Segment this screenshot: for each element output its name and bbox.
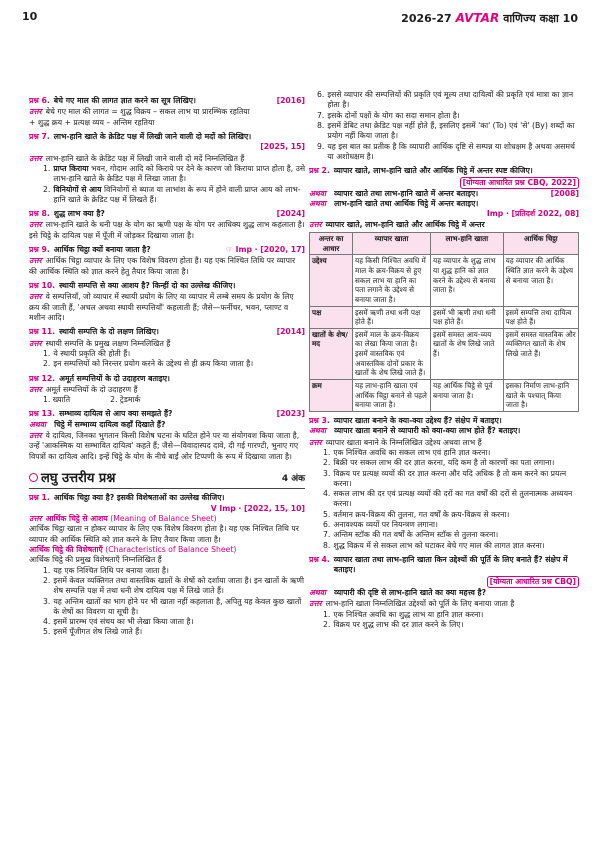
answer-text: वे सम्पत्तियाँ, जो व्यापार में स्थायी प्रयोग के लिए या व्यापार में लम्बे समय के प्रयोग के लिए क्रय की जाती हैं, 'अचल अथवा स्थायी सम्पत्तियाँ' कहलाती हैं; जैसे—फर्नीचर, भवन, प्लाण्ट व मशीन आदि। xyxy=(29,292,294,322)
question-text: व्यापार खाते, लाभ-हानि खाते और आर्थिक चिट्ठे में अन्तर स्पष्ट कीजिए। xyxy=(333,166,533,176)
or-label: अथवा xyxy=(309,188,327,198)
answer-label: उत्तर xyxy=(29,431,42,441)
list-item xyxy=(43,185,305,206)
question-number: प्रश्न 13. xyxy=(29,409,56,419)
short-question-1 xyxy=(29,493,305,637)
item-number: 2. xyxy=(43,359,51,369)
list-item xyxy=(323,489,579,510)
brand-logo: AVTAR xyxy=(455,11,500,25)
item-number: 5. xyxy=(43,627,51,637)
item-number: 2. xyxy=(43,184,51,194)
table-header: लाभ-हानि खाता xyxy=(431,233,504,255)
item-text: शुद्ध विक्रय में से सकल लाभ को घटाकर बेचे गए माल की लागत ज्ञात करना। xyxy=(333,540,545,550)
item-number: 4. xyxy=(43,617,51,627)
item-number: 1. xyxy=(323,447,331,457)
item-number: 6. xyxy=(317,90,325,99)
item-text: एक निश्चित अवधि का शुद्ध लाभ या हानि ज्ञात करना। xyxy=(333,609,484,619)
list-item xyxy=(323,520,579,530)
sub-heading: आर्थिक चिट्ठे से आशय xyxy=(45,514,108,524)
sub-heading: आर्थिक चिट्ठे की विशेषताएँ xyxy=(29,544,103,554)
answer-text: बेचे गए माल की लागत = शुद्ध विक्रय – सकल लाभ या प्रारम्भिक रहतिया xyxy=(45,107,250,117)
question-text: अमूर्त सम्पत्तियों के दो उदाहरण बताइए। xyxy=(59,373,170,383)
item-text: बिक्री पर सकल लाभ की दर ज्ञात करना, यदि कम है तो कारणों का पता लगाना। xyxy=(333,458,555,468)
question-text: व्यापार खाता तथा लाभ-हानि खाता किन उद्देश्यों की पूर्ति के लिए बनाते हैं? संक्षेप में बताइए। xyxy=(333,555,568,575)
list-item xyxy=(317,142,579,163)
item-text: यह एक निश्चित तिथि पर बनाया जाता है। xyxy=(53,565,169,575)
item-text: इसमें पूँजीगत शेष लिखे जाते हैं। xyxy=(53,627,143,637)
example-item: 1. ख्याति xyxy=(43,395,71,405)
item-text: इसमें डेबिट तथा क्रेडिट पक्ष नहीं होते हैं, इसलिए इसमें 'का' (To) एवं 'से' (By) शब्दों का प्रयोग नहीं किया जाता है। xyxy=(327,120,575,141)
question-text: लाभ-हानि खाते के क्रेडिट पक्ष में लिखी जाने वाली दो मदों को लिखिए। xyxy=(53,131,252,141)
year-tag: [2024] xyxy=(276,209,305,219)
answer-label: उत्तर xyxy=(309,599,322,609)
question-text-alt: व्यापार खाता बनाने से व्यापारी को क्या-क्या लाभ होते हैं? बताइए। xyxy=(334,426,521,436)
question-number: प्रश्न 6. xyxy=(29,96,50,105)
answer-label: उत्तर xyxy=(29,292,42,302)
question-text-alt: व्यापार खाते तथा लाभ-हानि खाते में अन्तर बताइए। xyxy=(334,188,479,198)
item-text: इससे व्यापार की सम्पत्तियों की प्रकृति एवं मूल्य तथा दायित्वों की प्रकृति एवं मात्रा का ज्ञान होता है। xyxy=(327,90,574,110)
item-number: 5. xyxy=(323,509,331,519)
item-text: इन सम्पत्तियों को निरन्तर प्रयोग करने के उद्देश्य से ही क्रय किया जाता है। xyxy=(53,359,254,369)
header-right xyxy=(401,10,578,27)
table-cell: यह व्यापार की आर्थिक स्थिति ज्ञात करने के उद्देश्य से बनाया जाता है। xyxy=(503,255,578,306)
question-11 xyxy=(29,327,305,369)
comparison-table xyxy=(309,232,579,412)
competency-tag: [योग्यता आधारित प्रश्न CBQ, 2022] xyxy=(460,177,579,189)
item-number: 2. xyxy=(43,575,51,585)
question-number: प्रश्न 11. xyxy=(29,327,56,337)
question-9 xyxy=(29,245,305,277)
table-row xyxy=(310,380,579,412)
item-text: अनावश्यक व्ययों पर नियन्त्रण लगाना। xyxy=(333,520,438,530)
left-column xyxy=(29,92,305,638)
table-cell: खातों के शेष/मद xyxy=(310,328,353,379)
question-text: शुद्ध लाभ क्या है? xyxy=(53,209,105,219)
header-year: 2026-27 xyxy=(401,12,452,25)
year-tag: V Imp · [2022, 15, 10] xyxy=(210,503,305,513)
question-12 xyxy=(29,374,305,406)
page-number: 10 xyxy=(22,10,38,23)
table-cell: इसमें समस्त वास्तविक और व्यक्तिगत खातों के शेष लिखे जाते हैं। xyxy=(503,328,578,379)
question-3 xyxy=(309,416,579,551)
answer-label: उत्तर xyxy=(29,153,42,163)
question-text-alt: व्यापारी की दृष्टि से लाभ-हानि खाते का क्या महत्त्व है? xyxy=(334,587,487,597)
list-item xyxy=(323,530,579,540)
list-item xyxy=(43,597,305,618)
answer-text: वे दायित्व, जिनका भुगतान किसी विशेष घटना के घटित होने पर या संयोगवश किया जाता है, उन्हें 'आकस्मिक या सम्भावित दायित्व' कहते हैं; जैसे—विवादास्पद दावे, दी गई गारण्टी, भुनाए गए विपत्रों का दायित्व आदि। इन्हें चिट्ठे के योग के नीचे बाईं ओर टिप्पणी के रूप में दिखाया जाता है। xyxy=(29,431,300,461)
question-13 xyxy=(29,409,305,462)
item-number: 2. xyxy=(323,619,331,629)
question-8 xyxy=(29,209,305,241)
question-number: प्रश्न 8. xyxy=(29,209,50,219)
question-text: आर्थिक चिट्ठा क्या है? इसकी विशेषताओं का उल्लेख कीजिए। xyxy=(53,493,225,503)
table-header: व्यापार खाता xyxy=(353,233,431,255)
answer-intro: अमूर्त सम्पत्तियों के दो उदाहरण हैं xyxy=(45,384,138,394)
list-item xyxy=(43,349,305,359)
answer-label: उत्तर xyxy=(29,220,42,230)
or-label: अथवा xyxy=(309,199,327,209)
list-item xyxy=(43,627,305,637)
sub-heading-en: (Characteristics of Balance Sheet) xyxy=(105,544,237,554)
item-text: अन्तिम स्टॉक की गत वर्षों के अन्तिम स्टॉक से तुलना करना। xyxy=(333,530,499,540)
question-10 xyxy=(29,281,305,323)
table-cell: क्रम xyxy=(310,380,353,412)
answer-label: उत्तर xyxy=(29,384,42,394)
question-number: प्रश्न 7. xyxy=(29,131,50,141)
year-tag: Imp · [प्रतिदर्श 2022, 08] xyxy=(486,209,579,219)
question-number: प्रश्न 3. xyxy=(309,415,330,425)
item-heading: प्राप्त किराया xyxy=(53,163,89,173)
list-item xyxy=(323,620,579,630)
item-heading: विनियोगों से आय xyxy=(53,184,102,194)
item-number: 6. xyxy=(323,520,331,530)
or-label: अथवा xyxy=(29,419,47,429)
question-number: प्रश्न 10. xyxy=(29,281,56,290)
answer-text: + शुद्ध क्रय + प्रत्यक्ष व्यय – अन्तिम रहतिया xyxy=(29,117,155,127)
list-item xyxy=(317,121,579,142)
table-cell: यह व्यापार के शुद्ध लाभ या शुद्ध हानि को ज्ञात करने के उद्देश्य से बनाया जाता है। xyxy=(431,255,504,306)
item-text: भवन, गोदाम आदि को किराये पर देने के कारण जो किराया प्राप्त होता है, उसे लाभ-हानि खाते के क्रेडिट पक्ष में लिखा जाता है। xyxy=(53,163,306,184)
section-marks: 4 अंक xyxy=(281,473,305,484)
question-text: स्थायी सम्पत्ति से क्या आशय है? किन्हीं दो का उल्लेख कीजिए। xyxy=(59,281,236,290)
list-item xyxy=(43,576,305,597)
question-2 xyxy=(309,166,579,412)
list-item xyxy=(323,448,579,458)
header-class: कक्षा 10 xyxy=(539,12,578,25)
answer-intro: आर्थिक चिट्ठे की प्रमुख विशेषताएँ निम्नलिखित हैं xyxy=(29,555,162,565)
question-number: प्रश्न 4. xyxy=(309,555,330,565)
answer-label: उत्तर xyxy=(29,107,42,117)
table-header: आर्थिक चिट्ठा xyxy=(503,233,578,255)
item-number: 4. xyxy=(323,489,331,499)
imp-label: Imp xyxy=(235,245,252,255)
lightbulb-icon xyxy=(29,473,38,482)
item-number: 1. xyxy=(43,348,51,358)
question-7 xyxy=(29,132,305,205)
question-text: सम्भाव्य दायित्व से आप क्या समझते हैं? xyxy=(59,409,173,419)
question-number: प्रश्न 12. xyxy=(29,373,56,383)
table-cell: उद्देश्य xyxy=(310,255,353,306)
table-heading: व्यापार खाते, लाभ-हानि खाते और आर्थिक चिट्ठे में अन्तर xyxy=(325,219,485,229)
answer-intro: व्यापार खाता बनाने के निम्नलिखित उद्देश्य अथवा लाभ हैं xyxy=(325,437,482,447)
item-text: एक निश्चित अवधि का सकल लाभ एवं हानि ज्ञात करना। xyxy=(333,447,491,457)
table-header: अन्तर का आधार xyxy=(310,233,353,255)
answer-label: उत्तर xyxy=(29,514,42,524)
or-label: अथवा xyxy=(309,426,327,436)
item-number: 3. xyxy=(323,468,331,478)
answer-label: उत्तर xyxy=(309,219,322,229)
item-number: 7. xyxy=(323,530,331,540)
answer-label: उत्तर xyxy=(309,437,322,447)
list-item xyxy=(323,510,579,520)
list-item xyxy=(43,359,305,369)
question-number: प्रश्न 2. xyxy=(309,166,330,176)
item-text: विक्रय पर प्रत्यक्ष व्ययों की दर ज्ञात करना और यदि अधिक है तो कम करने का प्रयत्न करना। xyxy=(333,468,567,488)
answer-intro: लाभ-हानि खाते के क्रेडिट पक्ष में लिखी जाने वाली दो मदें निम्नलिखित हैं xyxy=(45,153,245,163)
year-tag: [2008] xyxy=(550,188,579,198)
table-cell: इसमें भी ऋणी तथा धनी पक्ष होते हैं। xyxy=(431,306,504,328)
table-row xyxy=(310,328,579,379)
item-number: 7. xyxy=(317,110,325,120)
item-text: विनियोगों से ब्याज या लाभांश के रूप में होने वाली प्राप्त आय को लाभ-हानि खाते के क्रेडिट पक्ष में लिखते हैं। xyxy=(53,184,301,204)
item-text: यह अन्तिम खातों का भाग होने पर भी खाता नहीं कहलाता है, अपितु यह केवल कुछ खातों के शेषों का विवरण या सूची है। xyxy=(53,596,302,616)
or-label: अथवा xyxy=(309,587,327,597)
answer-text: आर्थिक चिट्ठा खाता न होकर व्यापार के लिए एक विशेष विवरण होता है। यह एक निश्चित तिथि पर व्यापार की आर्थिक स्थिति को ज्ञात करने के लिए तैयार किया जाता है। xyxy=(29,524,299,544)
year-tag: [2020, 17] xyxy=(260,245,305,255)
table-cell: यह आर्थिक चिट्ठे से पूर्व बनाया जाता है। xyxy=(431,380,504,412)
list-item xyxy=(323,610,579,620)
item-number: 8. xyxy=(317,120,325,130)
list-item xyxy=(323,469,579,490)
year-tag: [2023] xyxy=(276,409,305,419)
page-header xyxy=(22,8,578,30)
question-6 xyxy=(29,96,305,128)
answer-text: आर्थिक चिट्ठा व्यापार के लिए एक विशेष विवरण होता है। यह एक निश्चित तिथि पर व्यापार की आर्थिक स्थिति को ज्ञात करने हेतु तैयार किया जाता है। xyxy=(29,256,296,276)
list-item xyxy=(323,541,579,551)
answer-text: लाभ-हानि खाते के धनी पक्ष के योग का ऋणी पक्ष के योग पर आधिक्य शुद्ध लाभ कहलाता है। इसे चिट्ठे के दायित्व पक्ष में पूँजी में जोड़कर दिखाया जाता है। xyxy=(29,220,305,240)
list-item xyxy=(43,617,305,627)
item-number: 3. xyxy=(43,596,51,606)
question-number: प्रश्न 9. xyxy=(29,245,50,255)
table-row xyxy=(310,255,579,306)
item-text: इसमें प्रारम्भ एवं संचय का भी लेखा किया जाता है। xyxy=(53,617,194,627)
question-4 xyxy=(309,555,579,630)
list-item xyxy=(323,458,579,468)
question-text: व्यापार खाता बनाने के क्या-क्या उद्देश्य हैं? संक्षेप में बताइए। xyxy=(333,415,502,425)
item-number: 1. xyxy=(43,163,51,173)
question-text-alt: चिट्ठे में सम्भाव्य दायित्व कहाँ दिखाते हैं? xyxy=(54,419,166,429)
table-cell: इसमें सम्पत्ति तथा दायित्व पक्ष होते हैं। xyxy=(503,306,578,328)
question-number: प्रश्न 1. xyxy=(29,493,50,503)
table-cell: यह लाभ-हानि खाता एवं आर्थिक चिट्ठा बनाने से पहले बनाया जाता है। xyxy=(353,380,431,412)
table-cell: इसमें ऋणी तथा धनी पक्ष होते हैं। xyxy=(353,306,431,328)
answer-label: उत्तर xyxy=(29,338,42,348)
list-item xyxy=(317,111,579,121)
section-title: लघु उत्तरीय प्रश्न xyxy=(41,471,116,486)
table-cell: यह किसी निश्चित अवधि में माल के क्रय-विक्रय से हुए सकल लाभ या हानि का पता लगाने के उद्देश्य से बनाया जाता है। xyxy=(353,255,431,306)
item-text: ये स्थायी प्रकृति की होती हैं। xyxy=(53,348,131,358)
answer-label: उत्तर xyxy=(29,256,42,266)
list-item xyxy=(43,164,305,185)
table-cell: इसमें माल के क्रय-विक्रय का लेखा किया जाता है। इसमें वास्तविक एवं अवास्तविक दोनों प्रकार के खातों के शेष लिखे जाते हैं। xyxy=(353,328,431,379)
item-text: सकल लाभ की दर एवं प्रत्यक्ष व्ययों की दरों का गत वर्षों की दरों से तुलनात्मक अध्ययन करना। xyxy=(333,489,573,509)
year-tag: [2014] xyxy=(276,327,305,337)
table-cell: पक्ष xyxy=(310,306,353,328)
item-number: 1. xyxy=(43,565,51,575)
question-text-alt: लाभ-हानि खाते तथा आर्थिक चिट्ठे में अन्तर बताइए। xyxy=(334,199,479,209)
example-item: 2. ट्रेडमार्क xyxy=(110,395,141,405)
table-cell: इसमें समस्त आय-व्यय खातों के शेष लिखे जाते हैं। xyxy=(431,328,504,379)
list-item xyxy=(317,90,579,111)
item-text: इसमें केवल व्यक्तिगत तथा वास्तविक खातों के शेषों को दर्शाया जाता है। इन खातों के ऋणी शेष सम्पत्ति पक्ष में तथा धनी शेष दायित्व पक्ष में लिखे जाते हैं। xyxy=(53,575,304,596)
year-tag: [2016] xyxy=(276,96,305,105)
question-text: आर्थिक चिट्ठा क्यों बनाया जाता है? xyxy=(53,245,151,255)
answer-intro: लाभ-हानि खाता निम्नलिखित उद्देश्यों को पूर्ति के लिए बनाया जाता है xyxy=(325,599,515,609)
year-tag: [2025, 15] xyxy=(260,142,305,152)
question-text: स्थायी सम्पत्ति के दो लक्षण लिखिए। xyxy=(59,327,159,337)
header-subject: वाणिज्य xyxy=(503,12,536,25)
item-text: इसके दोनों पक्षों के योग का सदा समान होता है। xyxy=(327,110,460,120)
table-row xyxy=(310,306,579,328)
competency-tag: [योग्यता आधारित प्रश्न CBQ] xyxy=(487,576,579,588)
answer-intro: स्थायी सम्पत्ति के प्रमुख लक्षण निम्नलिखित हैं xyxy=(45,338,171,348)
imp-tag: ☞ Imp · [2020, 17] xyxy=(226,245,305,255)
item-text: वर्तमान क्रय-विक्रय की तुलना, गत वर्षों के क्रय-विक्रय से करना। xyxy=(333,509,510,519)
item-number: 1. xyxy=(323,609,331,619)
item-text: विक्रय पर शुद्ध लाभ की दर ज्ञात करने के लिए। xyxy=(333,619,464,629)
list-item xyxy=(43,566,305,576)
item-number: 2. xyxy=(323,458,331,468)
item-number: 9. xyxy=(317,141,325,151)
table-cell: इसका निर्माण लाभ-हानि खाते के पश्चात् किया जाता है। xyxy=(503,380,578,412)
item-number: 8. xyxy=(323,540,331,550)
question-text: बेचे गए माल की लागत ज्ञात करने का सूत्र लिखिए। xyxy=(53,96,196,105)
right-column xyxy=(309,90,579,630)
section-heading xyxy=(29,470,305,489)
item-text: यह इस बात का प्रतीक है कि व्यापारी आर्थिक दृष्टि से सम्पन्न या शोधक्षम है अथवा असमर्थ या अशोधक्षम है। xyxy=(327,141,575,161)
sub-heading-en: (Meaning of Balance Sheet) xyxy=(110,514,217,524)
